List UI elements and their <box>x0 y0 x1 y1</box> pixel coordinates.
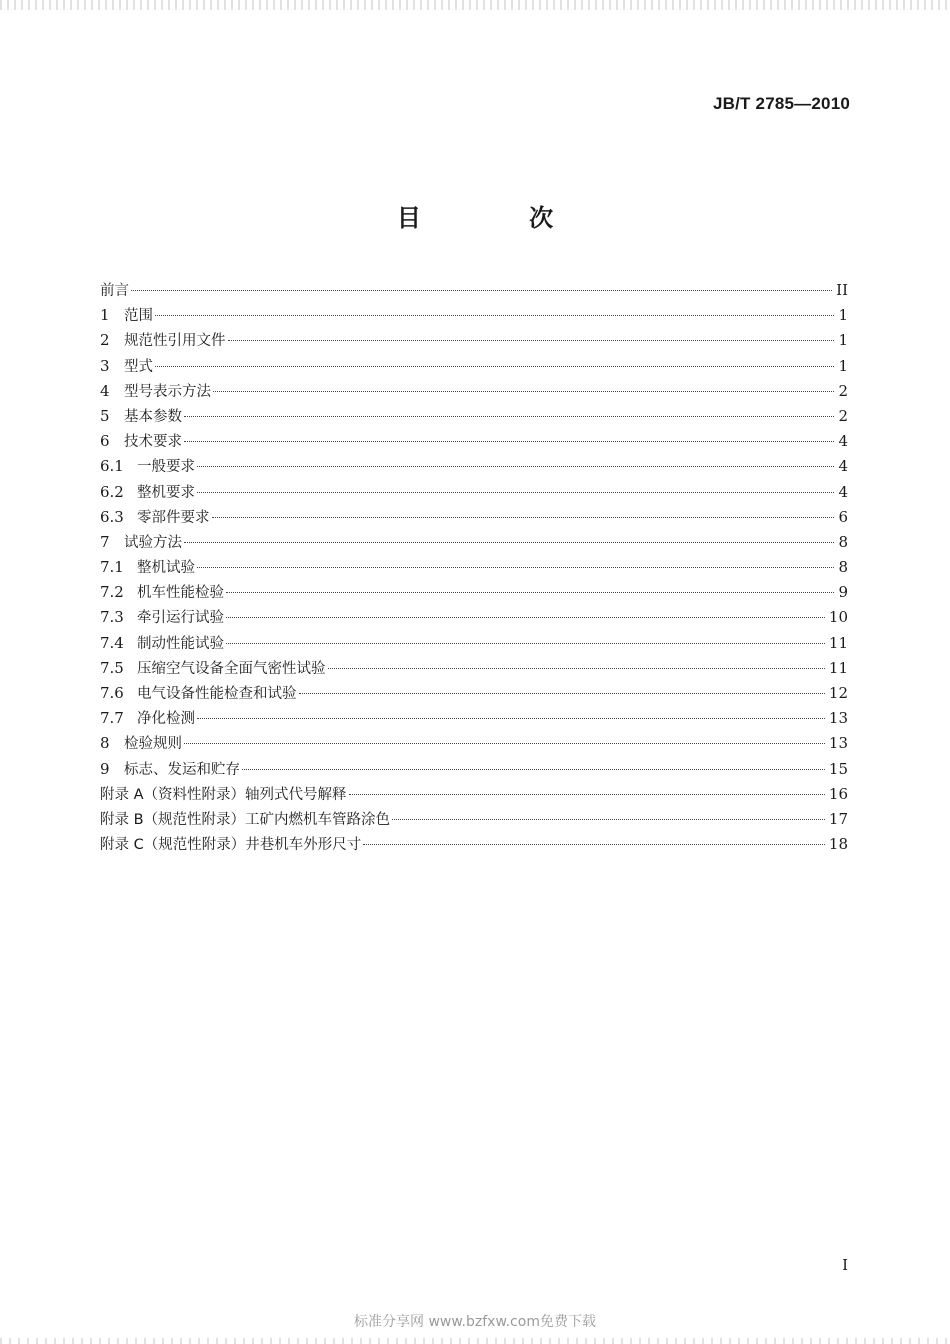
toc-entry[interactable] <box>100 355 848 380</box>
toc-leader-dots <box>363 844 825 845</box>
toc-entry[interactable] <box>100 380 848 405</box>
toc-entry-page: 1 <box>838 331 848 350</box>
toc-leader-dots <box>226 617 825 618</box>
toc-entry[interactable] <box>100 707 848 732</box>
toc-entry-label: 型式 <box>124 358 153 375</box>
toc-leader-dots <box>328 668 825 669</box>
toc-entry-number: 7.3 <box>100 608 124 627</box>
toc-entry-number: 7.6 <box>100 684 124 702</box>
toc-leader-dots <box>184 743 825 744</box>
toc-entry-number: 7.7 <box>100 709 124 728</box>
toc-entry[interactable] <box>100 606 848 631</box>
toc-entry-label: 基本参数 <box>124 408 182 425</box>
toc-entry-page: 2 <box>838 406 848 425</box>
scan-edge-top <box>0 0 950 10</box>
page-number: I <box>842 1256 848 1274</box>
toc-entry-page: 4 <box>838 457 848 476</box>
toc-leader-dots <box>392 819 825 820</box>
toc-entry-page: 11 <box>828 658 848 677</box>
toc-leader-dots <box>213 391 834 392</box>
toc-entry-label: 零部件要求 <box>137 509 210 526</box>
toc-entry-page: 17 <box>828 809 848 828</box>
toc-entry-page: 16 <box>828 784 848 803</box>
toc-entry-page: 4 <box>838 482 848 501</box>
toc-entry-page: 2 <box>838 381 848 400</box>
toc-entry-number: 7.4 <box>100 633 124 652</box>
toc-leader-dots <box>226 643 825 644</box>
toc-leader-dots <box>226 592 834 593</box>
toc-entry[interactable] <box>100 758 848 783</box>
toc-entry[interactable] <box>100 732 848 757</box>
toc-entry[interactable] <box>100 833 848 858</box>
toc-entry[interactable] <box>100 329 848 354</box>
toc-leader-dots <box>197 567 834 568</box>
toc-entry[interactable] <box>100 455 848 480</box>
toc-entry-page: 1 <box>838 356 848 375</box>
toc-leader-dots <box>197 718 825 719</box>
toc-leader-dots <box>184 416 834 417</box>
toc-entry-label: 整机试验 <box>137 560 195 577</box>
toc-entry[interactable] <box>100 581 848 606</box>
toc-entry-label: 规范性引用文件 <box>124 333 226 350</box>
toc-entry-label: 牵引运行试验 <box>137 610 224 627</box>
toc-entry-page: 8 <box>838 532 848 551</box>
standard-number: JB/T 2785—2010 <box>713 94 850 113</box>
toc-entry[interactable] <box>100 531 848 556</box>
toc-entry-number: 2 <box>100 331 110 350</box>
toc-entry-page: 12 <box>828 684 848 702</box>
toc-leader-dots <box>155 315 834 316</box>
toc-leader-dots <box>184 542 834 543</box>
toc-entry-label: 制动性能试验 <box>137 635 224 652</box>
toc-entry[interactable] <box>100 481 848 506</box>
toc-entry-page: 1 <box>838 306 848 325</box>
toc-entry-label: 电气设备性能检查和试验 <box>137 686 297 702</box>
toc-entry-page: 15 <box>828 759 848 778</box>
toc-entry-number: 6.2 <box>100 482 124 501</box>
toc-leader-dots <box>242 769 825 770</box>
toc-entry-page: 8 <box>838 558 848 577</box>
toc-entry-number: 6.3 <box>100 507 124 526</box>
toc-entry-label: 净化检测 <box>137 711 195 728</box>
toc-leader-dots <box>299 693 825 694</box>
toc-entry[interactable] <box>100 279 848 304</box>
page-title: 目 次 <box>396 204 604 232</box>
toc-entry-page: 9 <box>838 583 848 602</box>
toc-entry-label: 标志、发运和贮存 <box>124 761 240 778</box>
toc-entry-label: 一般要求 <box>137 459 195 476</box>
toc-entry-label: 附录 C（规范性附录）井巷机车外形尺寸 <box>100 837 362 854</box>
toc-entry-page: 13 <box>828 734 848 753</box>
toc-entry-number: 7.1 <box>100 558 124 577</box>
toc-entry[interactable] <box>100 682 848 707</box>
toc-leader-dots <box>155 366 834 367</box>
toc-entry-label: 检验规则 <box>124 736 182 753</box>
toc-entry-page: 6 <box>838 507 848 526</box>
toc-entry-label: 附录 A（资料性附录）轴列式代号解释 <box>100 786 347 803</box>
toc-leader-dots <box>197 492 834 493</box>
toc-entry-number: 7.5 <box>100 658 124 677</box>
toc-entry[interactable] <box>100 808 848 833</box>
toc-entry[interactable] <box>100 657 848 682</box>
toc-entry[interactable] <box>100 556 848 581</box>
toc-entry-number: 7 <box>100 532 110 551</box>
toc-entry-number: 6.1 <box>100 457 124 476</box>
toc-entry[interactable] <box>100 430 848 455</box>
toc-entry-number: 8 <box>100 734 110 753</box>
toc-entry-page: II <box>836 281 848 299</box>
scan-edge-bottom <box>0 1338 950 1344</box>
toc-entry-label: 型号表示方法 <box>124 383 211 400</box>
toc-entry[interactable] <box>100 632 848 657</box>
table-of-contents <box>100 279 848 858</box>
toc-entry-label: 范围 <box>124 308 153 325</box>
toc-entry-number: 9 <box>100 759 110 778</box>
toc-entry-page: 18 <box>828 835 848 854</box>
toc-leader-dots <box>184 441 834 442</box>
toc-entry[interactable] <box>100 783 848 808</box>
toc-leader-dots <box>131 290 832 291</box>
toc-entry-number: 4 <box>100 381 110 400</box>
toc-entry-label: 试验方法 <box>124 534 182 551</box>
toc-entry-number: 1 <box>100 306 110 325</box>
toc-entry-label: 技术要求 <box>124 434 182 451</box>
toc-leader-dots <box>212 517 835 518</box>
toc-entry[interactable] <box>100 304 848 329</box>
watermark-text: 标准分享网 www.bzfxw.com免费下载 <box>354 1314 596 1330</box>
toc-entry-page: 10 <box>828 608 848 627</box>
toc-leader-dots <box>228 340 835 341</box>
toc-leader-dots <box>197 466 834 467</box>
toc-entry-label: 附录 B（规范性附录）工矿内燃机车管路涂色 <box>100 811 391 828</box>
toc-entry-page: 13 <box>828 709 848 728</box>
toc-entry-number: 7.2 <box>100 583 124 602</box>
toc-entry-number: 3 <box>100 356 110 375</box>
toc-entry-page: 4 <box>838 432 848 451</box>
toc-entry-number: 5 <box>100 406 110 425</box>
toc-entry-label: 整机要求 <box>137 484 195 501</box>
toc-entry-label: 压缩空气设备全面气密性试验 <box>137 660 326 677</box>
toc-leader-dots <box>349 794 825 795</box>
toc-entry[interactable] <box>100 506 848 531</box>
toc-entry-number: 6 <box>100 432 110 451</box>
toc-entry-label: 前言 <box>100 283 129 299</box>
toc-entry[interactable] <box>100 405 848 430</box>
toc-entry-label: 机车性能检验 <box>137 585 224 602</box>
toc-entry-page: 11 <box>828 633 848 652</box>
